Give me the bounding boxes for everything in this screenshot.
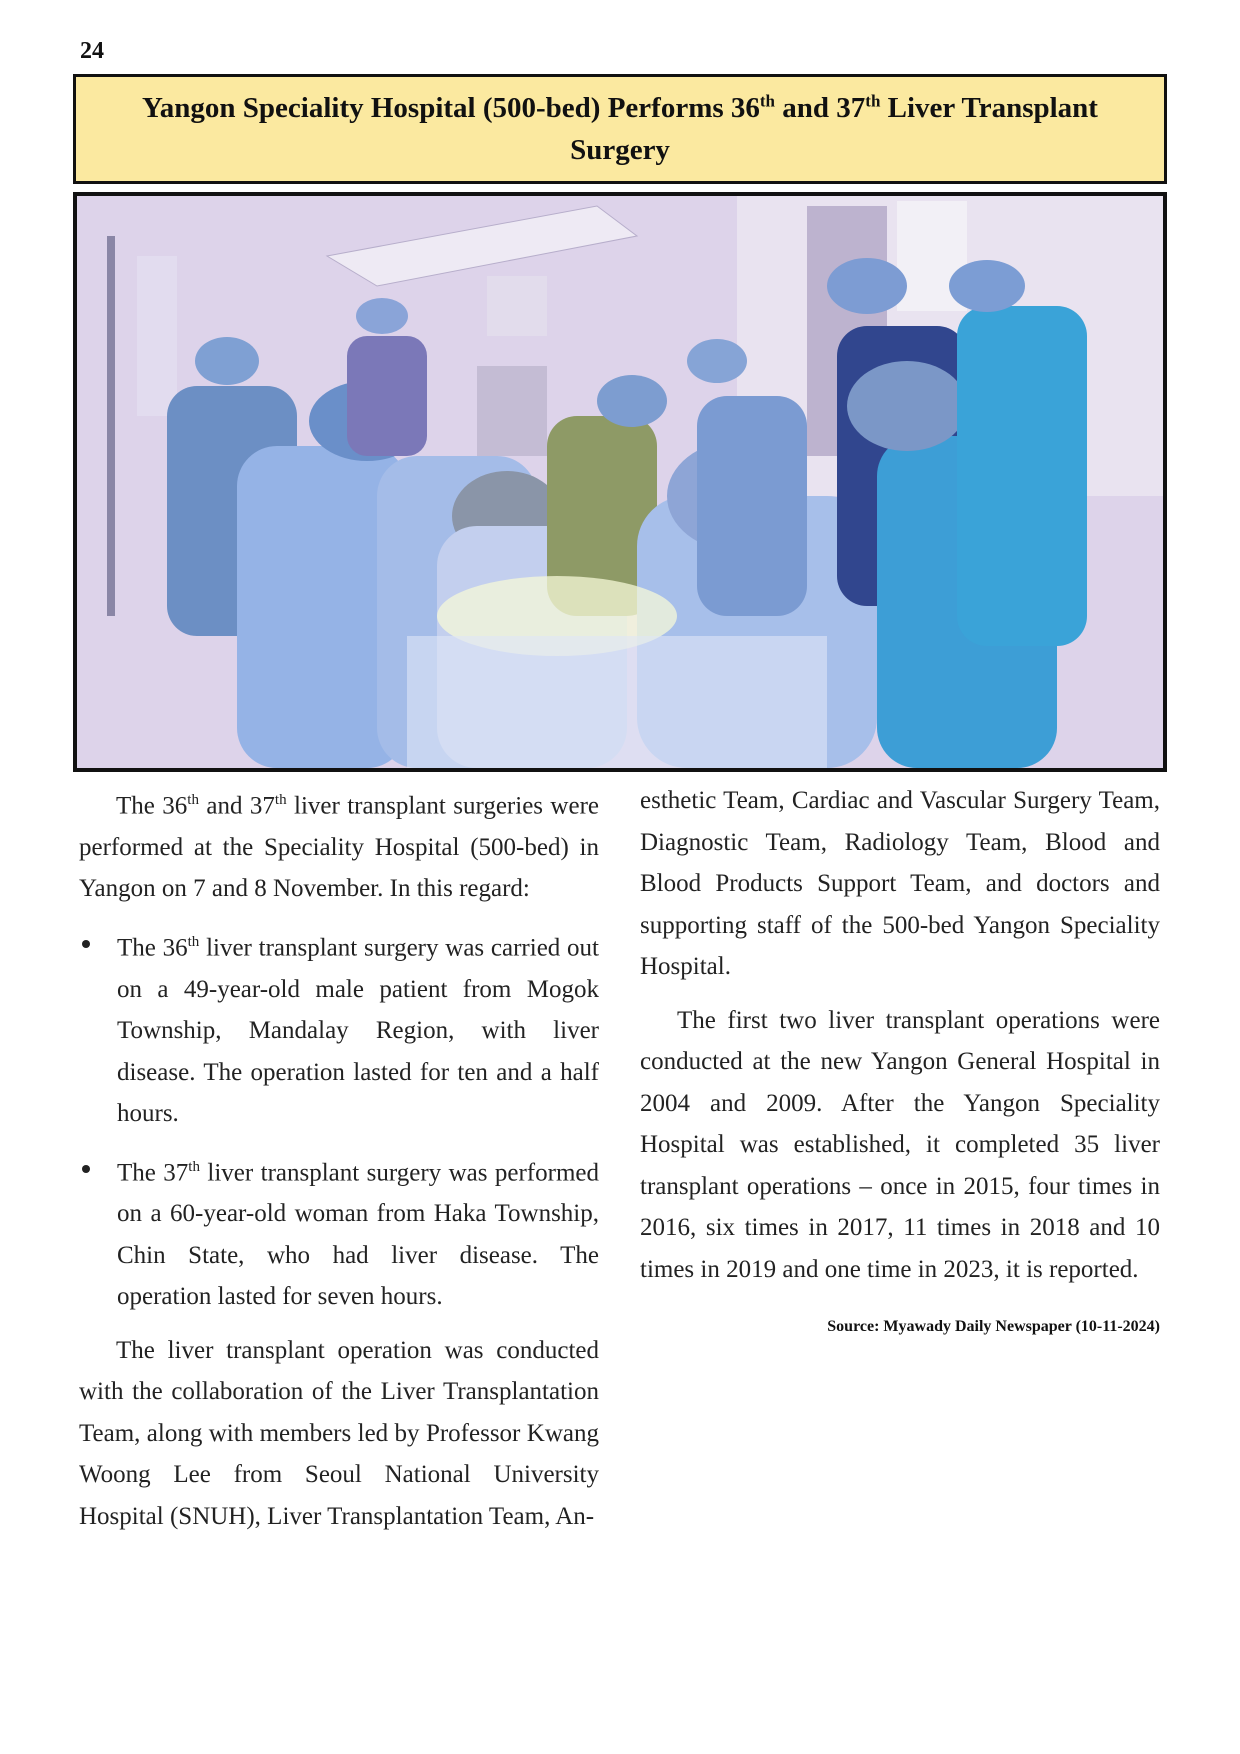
intro-sup-1: th: [187, 792, 199, 808]
article-title: [73, 74, 1167, 184]
intro-text-2: and 37: [198, 792, 275, 820]
title-line-1: [142, 87, 1098, 129]
intro-text-1: The 36: [116, 792, 188, 820]
list-item-36th: [79, 922, 599, 1135]
collaboration-paragraph: The liver transplant operation was conducted with the collaboration of the Liver Transplantation Team, along with members led by Professor Kwang Woong Lee from Seoul National University Hospital (SNUH), Liver Transplantation Team, An-: [79, 1336, 599, 1530]
title-text-3: Liver Transplant: [880, 92, 1098, 124]
page-number: 24: [80, 38, 104, 64]
collaboration-continued: esthetic Team, Cardiac and Vascular Surgery Team, Diagnostic Team, Radiology Team, Blood and Blood Products Support Team, and doctors and supporting staff of the 500-bed Yangon Speciality Hospital.: [640, 787, 1160, 980]
title-text-1: Yangon Speciality Hospital (500-bed) Performs 36: [142, 92, 760, 124]
surgery-photo: [73, 192, 1167, 772]
history-paragraph: The first two liver transplant operations were conducted at the new Yangon General Hospital in 2004 and 2009. After the Yangon Speciality Hospital was established, it completed 35 liver transplant operations – once in 2015, four times in 2016, six times in 2017, 11 times in 2018 and 10 times in 2019 and one time in 2023, it is reported.: [640, 1006, 1160, 1283]
list-item-text: liver transplant surgery was carried out on a 49-year-old male patient from Mogok Township, Mandalay Region, with liver disease. The operation lasted for ten and a half hours.: [117, 934, 599, 1128]
list-item-text: The 36: [117, 934, 188, 962]
intro-sup-2: th: [274, 792, 287, 808]
source-credit: Source: Myawady Daily Newspaper (10-11-2024): [827, 1318, 1160, 1335]
intro-text-3: liver transplant surgeries were performed at the Speciality Hospital (500-bed) in Yangon on 7 and 8 November. In this regard:: [79, 792, 600, 903]
title-sup-2: th: [865, 91, 881, 111]
column-right: [640, 780, 1160, 1338]
column-left: [79, 780, 599, 1549]
list-item-sup: th: [187, 933, 200, 950]
list-item-sup: th: [188, 1158, 200, 1175]
intro-paragraph: [79, 780, 599, 910]
list-item-text: The 37: [117, 1158, 189, 1186]
surgery-list: [79, 922, 599, 1318]
title-sup-1: th: [759, 91, 776, 111]
title-line-2: Surgery: [570, 134, 670, 166]
list-item-text: liver transplant surgery was performed on a 60-year-old woman from Haka Township, Chin State, who had liver disease. The operation lasted for seven hours.: [117, 1158, 599, 1311]
title-text-2: and 37: [775, 92, 866, 124]
operating-room-illustration: [77, 196, 1163, 768]
list-item-37th: [79, 1147, 599, 1318]
iv-stand: [107, 236, 115, 616]
